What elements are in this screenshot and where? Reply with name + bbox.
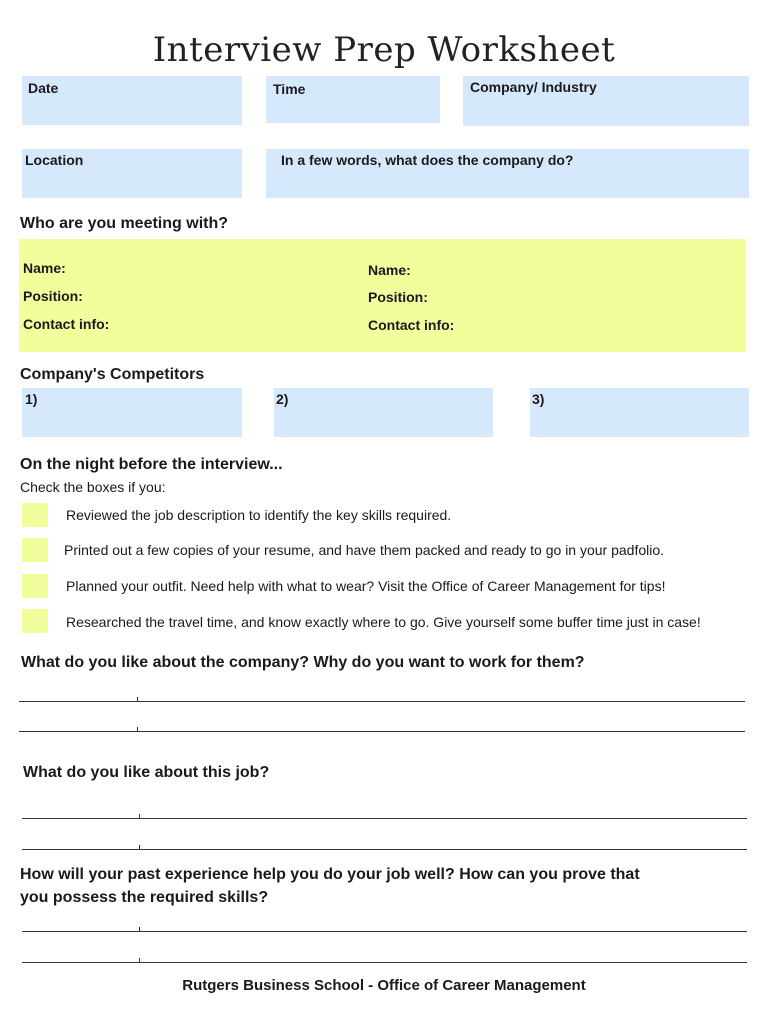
time-field[interactable] (266, 76, 440, 123)
competitors-heading: Company's Competitors (20, 366, 205, 383)
company-description-field[interactable] (266, 149, 749, 198)
answer-line[interactable] (22, 962, 747, 963)
company-description-label: In a few words, what does the company do? (281, 152, 574, 168)
position-label-1: Position: (23, 288, 83, 304)
footer: Rutgers Business School - Office of Career Management (182, 977, 586, 994)
line-tick (139, 927, 140, 931)
name-label-1: Name: (23, 260, 66, 276)
company-industry-label: Company/ Industry (470, 79, 597, 95)
page-title: Interview Prep Worksheet (152, 30, 616, 70)
line-tick (139, 958, 140, 962)
checklist-item-4: Researched the travel time, and know exactly where to go. Give yourself some buffer time just in case! (66, 614, 701, 630)
answer-line[interactable] (19, 701, 745, 702)
competitor-label-1: 1) (25, 391, 38, 407)
line-tick (137, 727, 138, 731)
answer-line[interactable] (22, 931, 747, 932)
question-job: What do you like about this job? (23, 764, 270, 781)
company-industry-field[interactable] (463, 76, 749, 126)
checklist-item-2: Printed out a few copies of your resume, and have them packed and ready to go in your padfolio. (64, 542, 665, 558)
competitor-field-1[interactable] (22, 388, 242, 437)
answer-line[interactable] (19, 731, 745, 732)
question-experience-line-2: you possess the required skills? (20, 889, 269, 906)
competitor-field-2[interactable] (274, 388, 493, 437)
date-label: Date (28, 80, 59, 96)
checkbox-2[interactable] (22, 538, 48, 562)
contact-label-1: Contact info: (23, 316, 110, 332)
line-tick (139, 845, 140, 849)
line-tick (137, 697, 138, 701)
competitor-label-2: 2) (276, 391, 289, 407)
question-experience-line-1: How will your past experience help you do your job well? How can you prove that (20, 866, 640, 883)
competitor-field-3[interactable] (530, 388, 749, 437)
location-field[interactable] (22, 149, 242, 198)
date-field[interactable] (22, 76, 242, 125)
checkbox-4[interactable] (22, 609, 48, 633)
checkbox-1[interactable] (22, 503, 48, 527)
line-tick (139, 814, 140, 818)
competitor-label-3: 3) (532, 391, 545, 407)
checkbox-3[interactable] (22, 574, 48, 598)
checklist-instruction: Check the boxes if you: (20, 479, 166, 495)
name-label-2: Name: (368, 262, 411, 278)
meeting-heading: Who are you meeting with? (20, 215, 229, 232)
contact-label-2: Contact info: (368, 317, 455, 333)
meeting-box[interactable] (19, 239, 746, 352)
answer-line[interactable] (22, 849, 747, 850)
checklist-item-1: Reviewed the job description to identify the key skills required. (66, 507, 452, 523)
answer-line[interactable] (22, 818, 747, 819)
position-label-2: Position: (368, 289, 428, 305)
location-label: Location (25, 152, 84, 168)
night-before-heading: On the night before the interview... (20, 456, 283, 473)
question-company: What do you like about the company? Why do you want to work for them? (21, 654, 585, 671)
checklist-item-3: Planned your outfit. Need help with what to wear? Visit the Office of Career Management for tips! (66, 578, 666, 594)
time-label: Time (273, 81, 306, 97)
